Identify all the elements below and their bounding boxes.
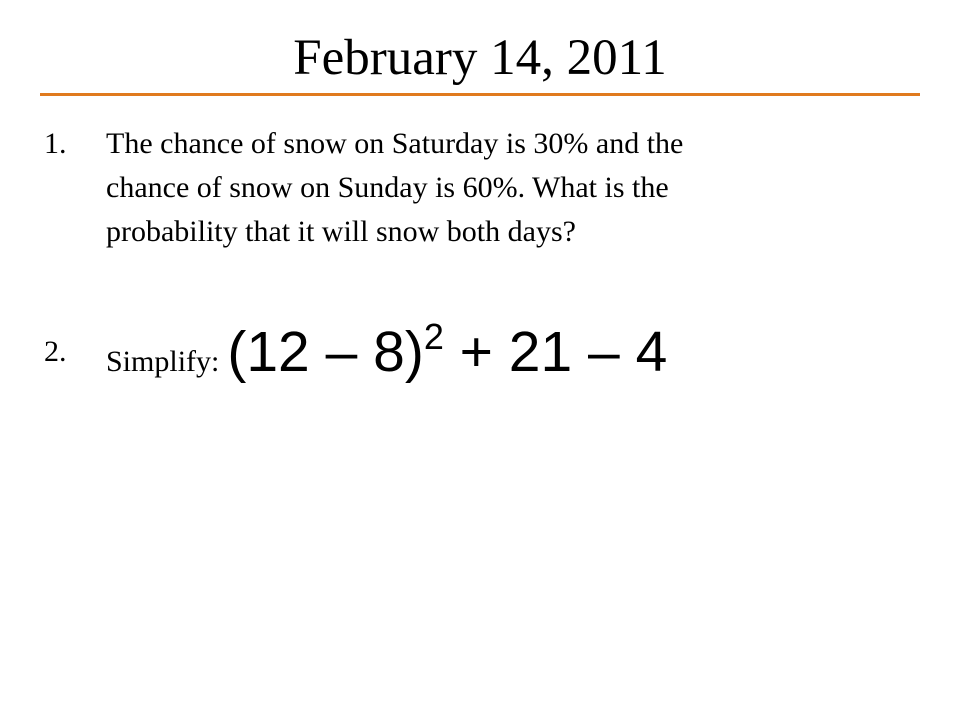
math-expression: [227, 316, 668, 384]
item-number: 2.: [44, 335, 67, 368]
question-line: The chance of snow on Saturday is 30% and the: [106, 127, 684, 160]
simplify-prompt: Simplify:: [106, 345, 220, 378]
question-text: [106, 122, 836, 254]
slide-title: February 14, 2011: [293, 30, 667, 86]
expression-base: (12 – 8): [227, 320, 424, 384]
question-line: probability that it will snow both days?: [106, 215, 576, 248]
title-divider: [40, 93, 920, 96]
expression-exponent: 2: [423, 316, 444, 357]
item-number: 1.: [44, 127, 67, 160]
expression-rest: + 21 – 4: [443, 320, 668, 384]
simplify-question: [106, 316, 836, 388]
question-line: chance of snow on Sunday is 60%. What is the: [106, 171, 669, 204]
